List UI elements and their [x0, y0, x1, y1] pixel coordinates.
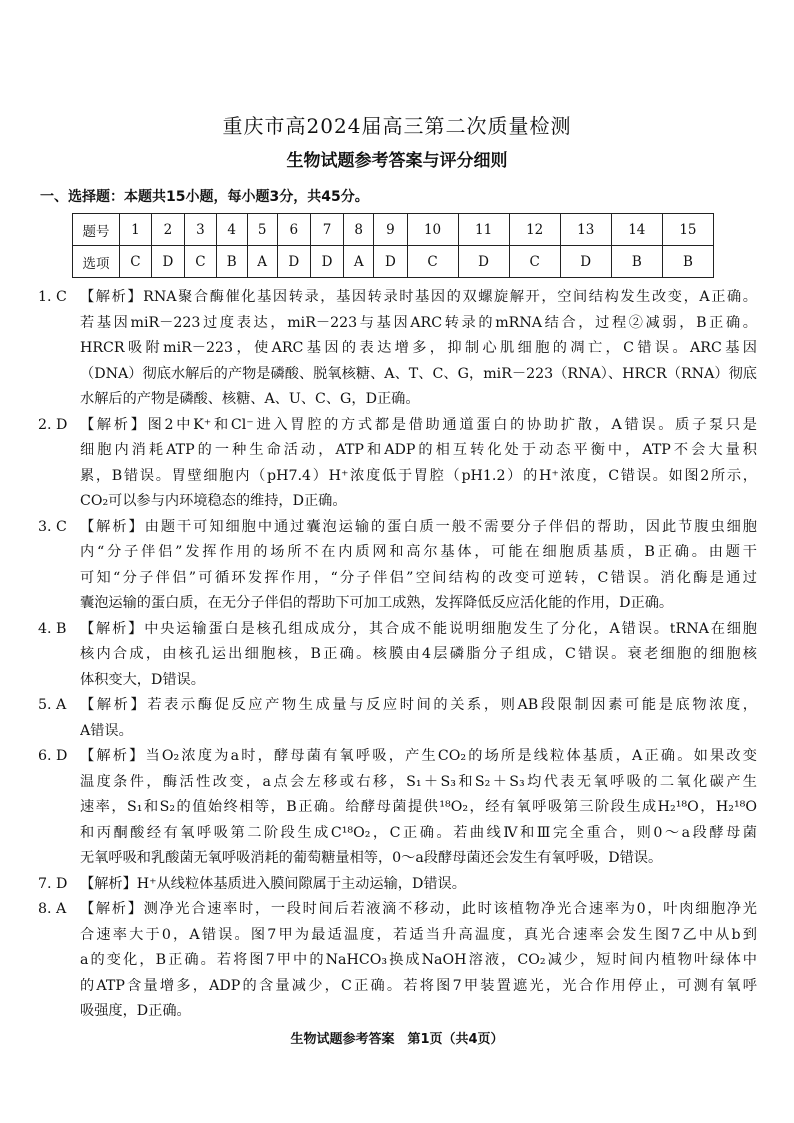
question-number-cell: 2	[151, 214, 184, 246]
answer-cell: D	[560, 246, 611, 278]
explanation-item	[38, 744, 757, 872]
explanation-line: 吸强度，D正确。	[80, 1003, 191, 1019]
explanation-line: 囊泡运输的蛋白质，在无分子伴侣的帮助下可加工成熟，发挥降低反应活化能的作用，D正确。	[80, 595, 674, 611]
explanation-line: 【解析】中央运输蛋白是核孔组成成分，其合成不能说明细胞发生了分化，A错误。tRNA在细胞	[80, 620, 757, 637]
question-number-cell: 4	[216, 214, 247, 246]
explanation-line: HRCR吸附miR－223，使ARC基因的表达增多，抑制心肌细胞的凋亡，C错误。ARC基因	[80, 340, 757, 356]
explanation-item	[38, 693, 757, 744]
explanations	[38, 285, 757, 1025]
answer-cell: D	[374, 246, 407, 278]
explanation-line: 的ATP含量增多，ADP的含量减少，C正确。若将图7甲装置遮光，光合作用停止，可测有氧呼	[80, 977, 757, 994]
explanation-line: 速率，S₁和S₂的值始终相等，B正确。给酵母菌提供¹⁸O₂，经有氧呼吸第三阶段生成H₂¹⁸O，H₂¹⁸O	[80, 799, 757, 815]
row-label: 题号	[73, 214, 120, 246]
explanation-line: 无氧呼吸和乳酸菌无氧呼吸消耗的葡萄糖量相等，0～a段酵母菌还会发生有氧呼吸，D错误。	[80, 850, 663, 866]
answer-cell: A	[247, 246, 277, 278]
question-number-cell: 13	[560, 214, 611, 246]
question-number-cell: 3	[185, 214, 217, 246]
item-label: 5. A	[38, 697, 67, 713]
explanation-line: 若基因miR－223过度表达，miR－223与基因ARC转录的mRNA结合，过程②减弱，B正确。	[80, 314, 757, 331]
answer-cell: B	[216, 246, 247, 278]
question-number-cell: 1	[120, 214, 152, 246]
item-label: 2. D	[38, 416, 68, 433]
answer-cell: D	[151, 246, 184, 278]
document-subtitle: 生物试题参考答案与评分细则	[286, 151, 508, 171]
answer-cell: D	[310, 246, 343, 278]
item-label: 4. B	[38, 620, 67, 637]
explanation-line: 【解析】测净光合速率时，一段时间后若液滴不移动，此时该植物净光合速率为0，叶肉细胞净光	[80, 901, 757, 917]
document-title: 重庆市高2024届高三第二次质量检测	[222, 114, 572, 138]
explanation-line: 【解析】RNA聚合酶催化基因转录，基因转录时基因的双螺旋解开，空间结构发生改变，A正确。	[80, 289, 757, 305]
explanation-line: 【解析】当O₂浓度为a时，酵母菌有氧呼吸，产生CO₂的场所是线粒体基质，A正确。如果改变	[80, 748, 757, 764]
answer-cell: A	[344, 246, 374, 278]
explanation-item	[38, 897, 757, 1025]
answer-cell: C	[509, 246, 560, 278]
question-number-cell: 6	[277, 214, 310, 246]
explanation-item	[38, 413, 757, 515]
explanation-item	[38, 285, 757, 413]
explanation-item	[38, 617, 757, 694]
explanation-line: 【解析】H⁺从线粒体基质进入膜间隙属于主动运输，D错误。	[80, 875, 466, 892]
explanation-line: 【解析】由题干可知细胞中通过囊泡运输的蛋白质一般不需要分子伴侣的帮助，因此节腹虫细胞	[80, 518, 757, 535]
answer-cell: D	[458, 246, 509, 278]
answer-table	[72, 213, 714, 278]
explanation-item	[38, 872, 757, 898]
explanation-line: 【解析】图2中K⁺和Cl⁻进入胃腔的方式都是借助通道蛋白的协助扩散，A错误。质子泵只是	[80, 416, 757, 433]
section-heading: 一、选择题：本题共15小题，每小题3分，共45分。	[40, 189, 369, 205]
explanation-line: 和丙酮酸经有氧呼吸第二阶段生成C¹⁸O₂，C正确。若曲线Ⅳ和Ⅲ完全重合，则0～a段酵母菌	[80, 824, 757, 841]
question-number-row	[73, 214, 714, 246]
explanation-line: 水解后的产物是磷酸、核糖、A、U、C、G，D正确。	[80, 391, 420, 407]
explanation-line: CO₂可以参与内环境稳态的维持，D正确。	[80, 493, 347, 509]
explanation-line: 内“分子伴侣”发挥作用的场所不在内质网和高尔基体，可能在细胞质基质，B正确。由题干	[80, 544, 757, 560]
question-number-cell: 15	[662, 214, 713, 246]
item-label: 6. D	[38, 748, 68, 764]
answer-cell: B	[611, 246, 662, 278]
item-label: 7. D	[38, 875, 68, 892]
question-number-cell: 14	[611, 214, 662, 246]
row-label: 选项	[73, 246, 120, 278]
answer-cell: D	[277, 246, 310, 278]
answer-cell: C	[185, 246, 217, 278]
question-number-cell: 5	[247, 214, 277, 246]
explanation-line: A错误。	[80, 722, 133, 739]
question-number-cell: 9	[374, 214, 407, 246]
explanation-item	[38, 515, 757, 617]
explanation-line: 细胞内消耗ATP的一种生命活动，ATP和ADP的相互转化处于动态平衡中，ATP不会大量积	[80, 442, 757, 458]
answer-row	[73, 246, 714, 278]
explanation-line: 温度条件，酶活性改变，a点会左移或右移，S₁＋S₃和S₂＋S₃均代表无氧呼吸的二氧化碳产生	[80, 773, 757, 790]
item-label: 1. C	[38, 289, 67, 305]
explanation-line: 累，B错误。胃壁细胞内（pH7.4）H⁺浓度低于胃腔（pH1.2）的H⁺浓度，C错误。如图2所示，	[80, 467, 757, 484]
explanation-line: 【解析】若表示酶促反应产物生成量与反应时间的关系，则AB段限制因素可能是底物浓度，	[80, 697, 757, 713]
explanation-line: a的变化，B正确。若将图7甲中的NaHCO₃换成NaOH溶液，CO₂减少，短时间内植物叶绿体中	[80, 952, 757, 968]
question-number-cell: 7	[310, 214, 343, 246]
answer-cell: C	[407, 246, 458, 278]
explanation-line: 体积变大，D错误。	[80, 671, 205, 688]
answer-cell: B	[662, 246, 713, 278]
explanation-line: 合速率大于0，A错误。图7甲为最适温度，若适当升高温度，真光合速率会发生图7乙中从b到	[80, 926, 757, 943]
answer-cell: C	[120, 246, 152, 278]
item-label: 8. A	[38, 901, 67, 917]
item-label: 3. C	[38, 518, 67, 535]
question-number-cell: 11	[458, 214, 509, 246]
explanation-line: （DNA）彻底水解后的产物是磷酸、脱氧核糖、A、T、C、G，miR－223（RNA）、HRCR（RNA）彻底	[80, 365, 757, 382]
question-number-cell: 8	[344, 214, 374, 246]
question-number-cell: 10	[407, 214, 458, 246]
explanation-line: 核内合成，由核孔运出细胞核，B正确。核膜由4层磷脂分子组成，C错误。衰老细胞的细胞核	[80, 646, 757, 662]
page-footer: 生物试题参考答案 第1页（共4页）	[290, 1032, 504, 1047]
question-number-cell: 12	[509, 214, 560, 246]
explanation-line: 可知“分子伴侣”可循环发挥作用，“分子伴侣”空间结构的改变可逆转，C错误。消化酶是通过	[80, 569, 757, 586]
